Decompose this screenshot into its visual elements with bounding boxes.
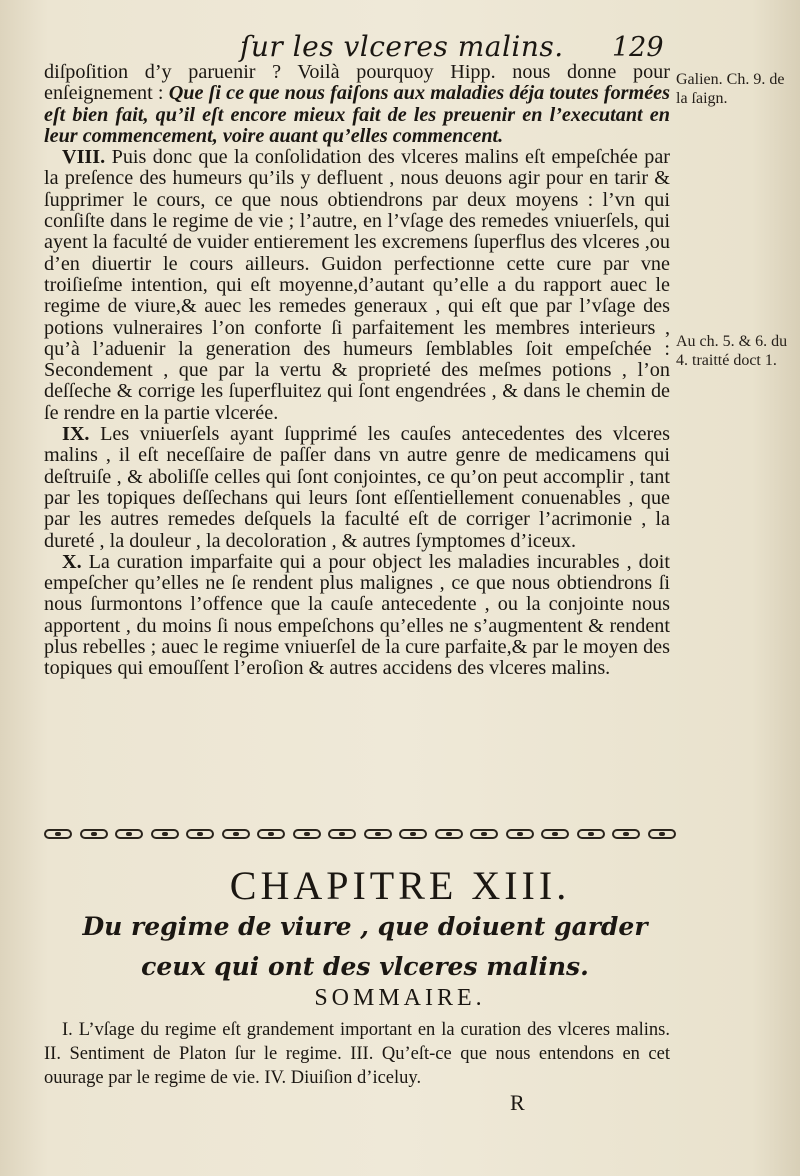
chapter-summary: I. L’vſage du regime eſt grandement important en la curation des vlceres malins. II. Sentiment de Platon ſur le regime. III. Qu’eſt-ce que nous entendons en cet ouurage par le regime de vie. IV. Diuiſion d’iceluy. [44,1020,670,1088]
ornament-glyph [435,829,463,839]
paragraph-number: X. [62,550,82,573]
ornament-glyph [577,829,605,839]
paragraph-continuation [44,62,670,147]
ornament-glyph [80,829,108,839]
paragraph-x [44,552,670,680]
ornamental-rule [44,823,676,845]
body-text [44,62,670,680]
margin-note-galien: Galien. Ch. 9. de la ſaign. [676,71,785,107]
page-number: 129 [612,32,664,63]
hippocrates-quote: Que ſi ce que nous faiſons aux maladies déja toutes formées eſt bien fait, qu’il eſt encore mieux fait de les preuenir en l’executant en leur commencement, voire auant qu’elles commencent. [44,82,670,147]
margin-note-chapter-ref: Au ch. 5. & 6. du 4. traitté doct 1. [676,333,788,369]
ornament-glyph [648,829,676,839]
ornament-glyph [44,829,72,839]
ornament-glyph [222,829,250,839]
signature-mark: R [510,1090,525,1115]
paragraph-ix [44,424,670,552]
ornament-glyph [612,829,640,839]
ornament-glyph [293,829,321,839]
paragraph-text: Les vniuerſels ayant ſupprimé les cauſes antecedentes des vlceres malins , il eſt neceſſaire de paſſer dans vn autre genre de medicamens qui deſtruiſe , & aboliſſe celles qui ſont conjointes, ce qu’on peut accomplir , tant par les topiques deſſechans qui leurs ſont eſſentiellement conuenables , que par les autres remedes deſquels la faculté eſt de corriger l’acrimonie , la dureté , la douleur , la decoloration , & autres ſymptomes d’iceux. [44,423,670,552]
sommaire-heading: SOMMAIRE. [314,985,486,1011]
paragraph-viii [44,147,670,424]
ornament-glyph [541,829,569,839]
ornament-glyph [186,829,214,839]
ornament-glyph [151,829,179,839]
ornament-glyph [115,829,143,839]
chapter-subtitle: Du regime de viure , que doiuent garder ceux qui ont des vlceres malins. [82,912,648,981]
running-head: ſur les vlceres malins. [240,30,564,63]
chapter-title: CHAPITRE XIII. [229,863,571,908]
ornament-glyph [399,829,427,839]
ornament-glyph [506,829,534,839]
ornament-glyph [364,829,392,839]
ornament-glyph [328,829,356,839]
paragraph-number: IX. [62,423,90,446]
ornament-glyph [257,829,285,839]
paragraph-text: Puis donc que la conſolidation des vlceres malins eſt empeſchée par la preſence des humeurs qu’ils y defluent , nous deuons agir pour en tarir & ſupprimer le cours, ce que nous obtiendrons par deux moyens : l’vn qui conſiſte dans le regime de vie ; l’autre, en l’vſage des remedes vniuerſels, qui ayent la faculté de vuider entierement les excremens ſuperflus des vlceres ,ou d’en diuertir le cours ailleurs. Guidon perfectionne cette cure par vne troiſieſme intention, qui eſt moyenne,d’autant qu’elle a du rapport auec le regime de viure,& auec les remedes generaux , qui eſt que par l’vſage des potions vulneraires l’on conforte ſi parfaitement les membres interieurs , qu’à l’aduenir la generation des humeurs ſemblables ſoit empeſchée : Secondement , que par la vertu & proprieté des meſmes potions , l’on deſſeche & corrige les ſuperfluitez qui ſont engendrées , & dans le chemin de ſe rendre en la partie vlcerée. [44,146,670,424]
paragraph-text: La curation imparfaite qui a pour object les maladies incurables , doit empeſcher qu’elles ne ſe rendent plus malignes , ce que nous obtiendrons ſi nous ſurmontons l’offence que la cauſe antecedente , ou la conjointe nous apportent , du moins ſi nous empeſchons qu’elles ne s’augmentent & rendent plus rebelles ; auec le regime vniuerſel de la cure parfaite,& par le moyen des topiques qui emouſſent l’eroſion & autres accidens des vlceres malins. [44,550,671,680]
paragraph-number: VIII. [62,146,106,169]
ornament-glyph [470,829,498,839]
paragraph-text: diſpoſition d’y paruenir ? Voilà pourquoy Hipp. nous donne pour enſeignement : [44,61,670,105]
